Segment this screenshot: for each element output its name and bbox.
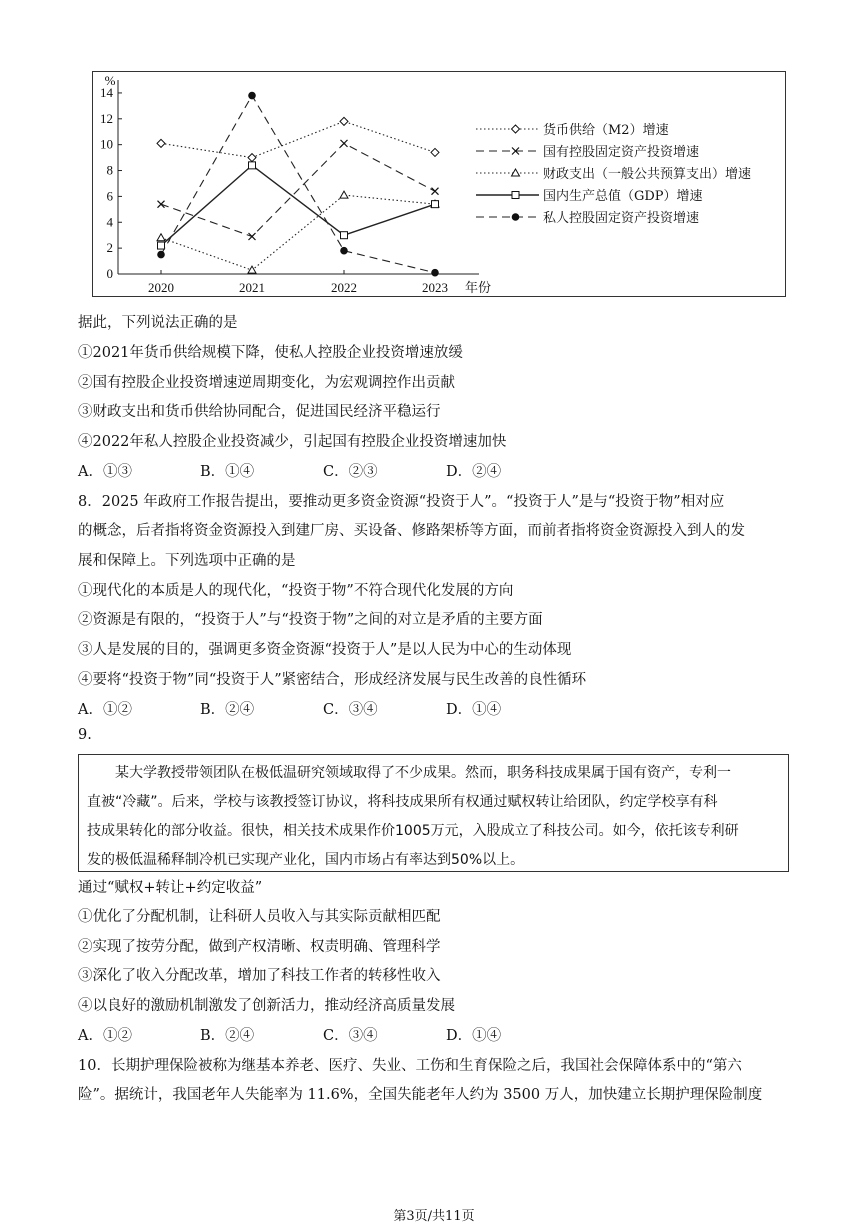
legend-label-3: 财政支出（一般公共预算支出）增速 bbox=[543, 167, 752, 182]
q9-option-c[interactable]: C．③④ bbox=[323, 1028, 378, 1044]
q8-option-d[interactable]: D．①④ bbox=[446, 702, 502, 718]
series-line-2 bbox=[161, 143, 435, 236]
q7-option-c[interactable]: C．②③ bbox=[323, 464, 378, 480]
legend-marker-4 bbox=[512, 192, 519, 199]
series-line-5 bbox=[161, 96, 435, 273]
y-tick-label: 6 bbox=[106, 188, 113, 204]
q9-stem: 通过“赋权+转让+约定收益” bbox=[78, 880, 263, 896]
legend-label-2: 国有控股固定资产投资增速 bbox=[543, 145, 700, 160]
q9-option-a[interactable]: A．①② bbox=[78, 1028, 132, 1044]
series-5-point bbox=[341, 247, 348, 254]
y-tick-label: 0 bbox=[106, 266, 113, 281]
q7-option-d[interactable]: D．②④ bbox=[446, 464, 502, 480]
q8-line-2: 的概念，后者指将资金资源投入到建厂房、买设备、修路架桥等方面，而前者指将资金资源投入到人的发 bbox=[78, 523, 745, 539]
x-tick-label: 2023 bbox=[422, 280, 448, 295]
legend-marker-5 bbox=[512, 214, 519, 221]
q9-passage-box bbox=[78, 754, 789, 872]
page-footer: 第3页/共11页 bbox=[393, 1209, 475, 1224]
q8-line-3: 展和保障上。下列选项中正确的是 bbox=[78, 553, 296, 569]
series-1-point bbox=[157, 139, 165, 147]
y-unit-label: % bbox=[104, 73, 116, 88]
series-3-point bbox=[340, 191, 348, 198]
legend-label-1: 货币供给（M2）增速 bbox=[543, 123, 669, 138]
q8-item-4: ④要将“投资于物”同“投资于人”紧密结合，形成经济发展与民生改善的良性循环 bbox=[78, 672, 587, 688]
legend-marker-1 bbox=[512, 125, 520, 133]
q10-line-1: 10．长期护理保险被称为继基本养老、医疗、失业、工伤和生育保险之后，我国社会保障体系中的“第六 bbox=[78, 1058, 742, 1074]
q7-item-3: ③财政支出和货币供给协同配合，促进国民经济平稳运行 bbox=[78, 404, 441, 420]
series-1-point bbox=[340, 117, 348, 125]
q8-option-b[interactable]: B．②④ bbox=[200, 702, 255, 718]
series-line-1 bbox=[161, 121, 435, 157]
q9-item-1: ①优化了分配机制，让科研人员收入与其实际贡献相匹配 bbox=[78, 909, 441, 925]
q9-passage-line-4: 发的极低温稀释制冷机已实现产业化，国内市场占有率达到50%以上。 bbox=[87, 852, 525, 868]
y-tick-label: 10 bbox=[100, 136, 113, 152]
series-1-point bbox=[431, 148, 439, 156]
series-line-4 bbox=[161, 165, 435, 245]
q9-item-4: ④以良好的激励机制激发了创新活力，推动经济高质量发展 bbox=[78, 998, 455, 1014]
series-5-point bbox=[432, 269, 439, 276]
q8-option-a[interactable]: A．①② bbox=[78, 702, 132, 718]
q9-passage-line-3: 技成果转化的部分收益。很快，相关技术成果作价1005万元，入股成立了科技公司。如今，依托该专利研 bbox=[87, 823, 739, 839]
series-2-point bbox=[249, 233, 256, 240]
q9-number: 9. bbox=[78, 727, 92, 743]
q9-item-2: ②实现了按劳分配，做到产权清晰、权责明确、管理科学 bbox=[78, 939, 441, 955]
series-4-point bbox=[158, 242, 165, 249]
q7-option-b[interactable]: B．①④ bbox=[200, 464, 255, 480]
q7-item-4: ④2022年私人控股企业投资减少，引起国有控股企业投资增速加快 bbox=[78, 434, 507, 450]
x-tick-label: 2022 bbox=[331, 280, 357, 295]
q9-passage-line-1: 某大学教授带领团队在极低温研究领域取得了不少成果。然而，职务科技成果属于国有资产，专利一 bbox=[115, 765, 731, 781]
q7-option-a[interactable]: A．①③ bbox=[78, 464, 132, 480]
q8-item-1: ①现代化的本质是人的现代化，“投资于物”不符合现代化发展的方向 bbox=[78, 583, 514, 599]
series-2-point bbox=[432, 188, 439, 195]
q7-item-2: ②国有控股企业投资增速逆周期变化，为宏观调控作出贡献 bbox=[78, 375, 455, 391]
q9-option-d[interactable]: D．①④ bbox=[446, 1028, 502, 1044]
y-tick-label: 14 bbox=[100, 84, 113, 100]
series-5-point bbox=[249, 92, 256, 99]
series-3-point bbox=[157, 234, 165, 241]
q8-option-c[interactable]: C．③④ bbox=[323, 702, 378, 718]
y-tick-label: 2 bbox=[106, 240, 113, 256]
y-tick-label: 12 bbox=[100, 110, 113, 126]
q8-item-3: ③人是发展的目的，强调更多资金资源“投资于人”是以人民为中心的生动体现 bbox=[78, 642, 572, 658]
q7-item-1: ①2021年货币供给规模下降，使私人控股企业投资增速放缓 bbox=[78, 345, 463, 361]
series-2-point bbox=[158, 201, 165, 208]
series-5-point bbox=[158, 251, 165, 258]
series-line-3 bbox=[161, 195, 435, 270]
legend-label-4: 国内生产总值（GDP）增速 bbox=[543, 189, 703, 204]
y-tick-label: 8 bbox=[106, 162, 113, 178]
series-4-point bbox=[249, 162, 256, 169]
chart-svg bbox=[93, 72, 787, 298]
series-4-point bbox=[341, 232, 348, 239]
x-axis-label: 年份 bbox=[465, 281, 492, 296]
q8-line-1: 8．2025 年政府工作报告提出，要推动更多资金资源“投资于人”。“投资于人”是与“投资于物”相对应 bbox=[78, 494, 725, 510]
line-chart bbox=[92, 71, 786, 297]
q9-passage-line-2: 直被“冷藏”。后来，学校与该教授签订协议，将科技成果所有权通过赋权转让给团队，约定学校享有科 bbox=[87, 794, 718, 810]
q9-option-b[interactable]: B．②④ bbox=[200, 1028, 255, 1044]
series-2-point bbox=[341, 140, 348, 147]
q8-item-2: ②资源是有限的，“投资于人”与“投资于物”之间的对立是矛盾的主要方面 bbox=[78, 612, 543, 628]
q9-item-3: ③深化了收入分配改革，增加了科技工作者的转移性收入 bbox=[78, 968, 441, 984]
series-4-point bbox=[432, 201, 439, 208]
legend-label-5: 私人控股固定资产投资增速 bbox=[543, 211, 700, 226]
series-1-point bbox=[248, 154, 256, 162]
x-tick-label: 2020 bbox=[148, 280, 174, 295]
y-tick-label: 4 bbox=[106, 214, 113, 230]
q10-line-2: 险”。据统计，我国老年人失能率为 11.6%，全国失能老年人约为 3500 万人，加快建立长期护理保险制度 bbox=[78, 1087, 763, 1103]
x-tick-label: 2021 bbox=[239, 280, 265, 295]
q7-stem: 据此，下列说法正确的是 bbox=[78, 315, 238, 331]
